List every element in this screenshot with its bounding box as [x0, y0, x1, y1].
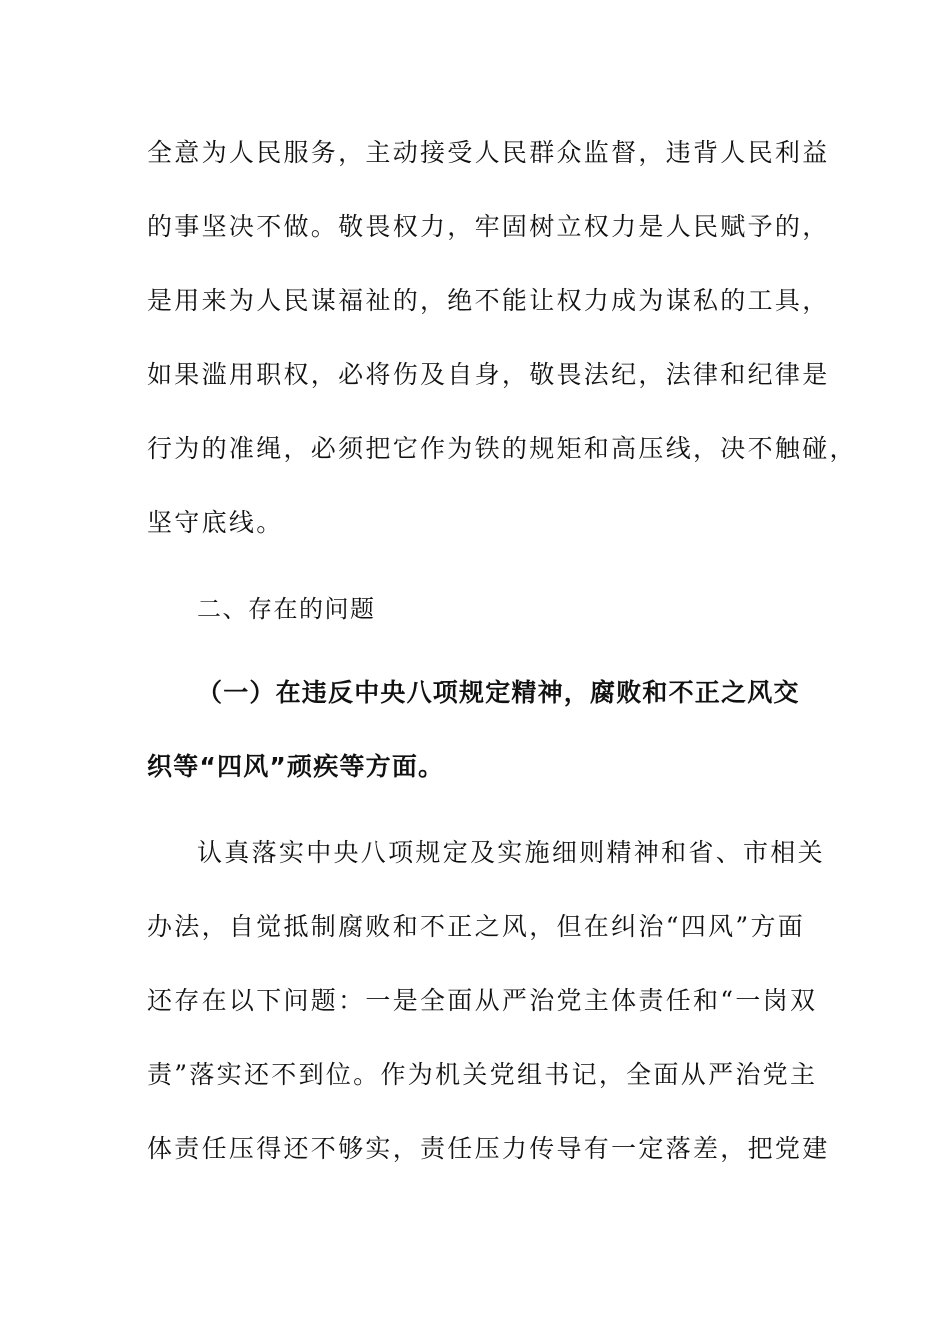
text-line: 全意为人民服务，主动接受人民群众监督，违背人民利益 — [147, 138, 830, 167]
text-line: 如果滥用职权，必将伤及自身，敬畏法纪，法律和纪律是 — [147, 360, 830, 389]
text-line: 认真落实中央八项规定及实施细则精神和省、市相关 — [197, 838, 825, 867]
subheading-line: （一）在违反中央八项规定精神，腐败和不正之风交 — [197, 678, 800, 707]
section-heading: 二、存在的问题 — [197, 595, 376, 623]
text-line: 坚守底线。 — [147, 508, 284, 537]
text-line: 责”落实还不到位。作为机关党组书记，全面从严治党主 — [147, 1060, 818, 1089]
text-line: 是用来为人民谋福祉的，绝不能让权力成为谋私的工具， — [147, 286, 830, 315]
text-line: 体责任压得还不够实，责任压力传导有一定落差，把党建 — [147, 1134, 830, 1163]
text-line: 行为的准绳，必须把它作为铁的规矩和高压线，决不触碰， — [147, 434, 857, 463]
text-line: 办法，自觉抵制腐败和不正之风，但在纠治“四风”方面 — [147, 912, 806, 941]
text-line: 的事坚决不做。敬畏权力，牢固树立权力是人民赋予的， — [147, 212, 830, 241]
subheading-line: 织等“四风”顽疾等方面。 — [147, 752, 445, 781]
text-line: 还存在以下问题：一是全面从严治党主体责任和“一岗双 — [147, 986, 818, 1015]
